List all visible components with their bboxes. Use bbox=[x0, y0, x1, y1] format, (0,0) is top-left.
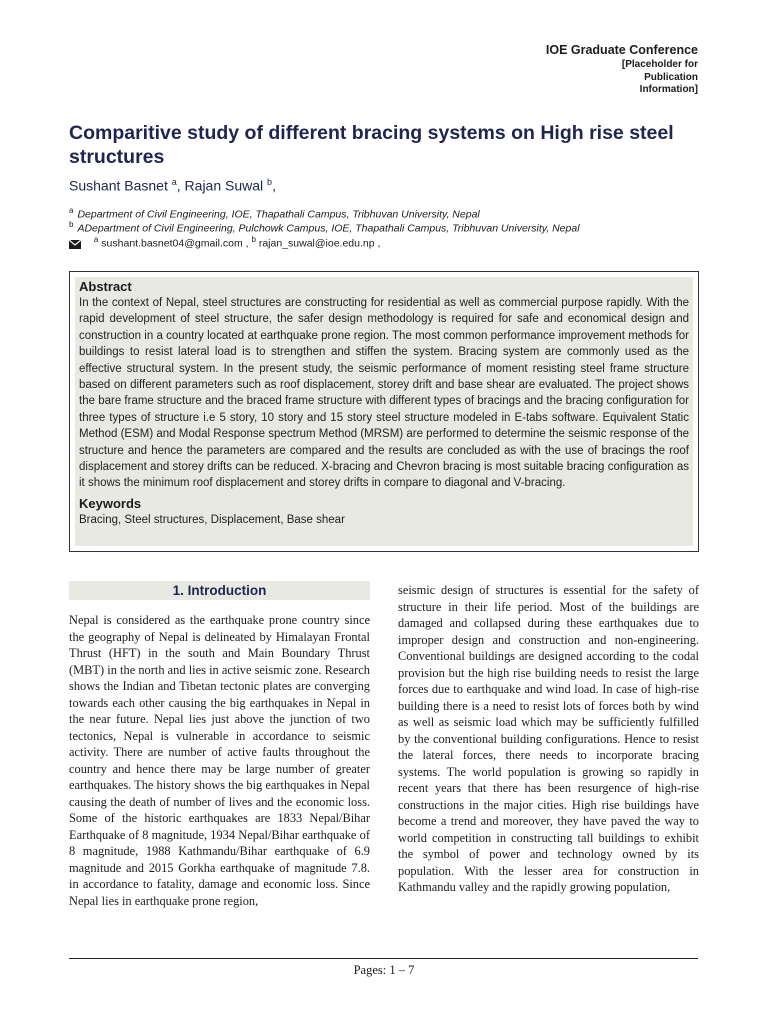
page-range: Pages: 1 – 7 bbox=[353, 963, 415, 977]
body-column-right: seismic design of structures is essential for the safety of structure in their life period. Most of the buildings are damaged and collapsed during these earthquakes due to improper design and construction and non-engineering. Conventional buildings are designed according to the codal provision but the high rise building needs to resist the large forces due to earthquake and wind load. In case of high-rise building there is a need to resist lots of forces both by wind as well as seismic load which may be sufficiently fulfilled by the conventional building configurations. Hence to resist the lateral forces, there needs to incorporate bracing systems. The world population is growing so rapidly in recent years that there has been resurgence of high-rise constructions in the major cities. High rise buildings have become a trend and moreover, they have paved the way to world competition in constructing tall buildings to exhibit the symbol of power and technology owned by its population. With the lesser area for construction in Kathmandu valley and the rapidly growing population, bbox=[398, 583, 699, 894]
affiliation-mark: a bbox=[69, 206, 74, 215]
body-column-left: Nepal is considered as the earthquake prone country since the geography of Nepal is delineated by Himalayan Frontal Thrust (HFT) in the south and Main Boundary Thrust (MBT) in the north and lies in active seismic zone. Research shows the Indian and Tibetan tectonic plates are converging towards each other causing the big earthquakes in Nepal in the near future. Nepal lies just above the junction of two tectonics, Nepal is vulnerable in accordance to seismic activity. There are number of active faults throughout the country and hence there may be large number of greater earthquakes. The history shows the big earthquakes in Nepal causing the death of number of lives and the economic loss. Some of the historic earthquakes are 1833 Nepal/Bihar Earthquake of 8 magnitude, 1934 Nepal/Bihar earthquake of 8 magnitude, 1988 Kathmandu/Bihar earthquake of 6.9 magnitude and 2015 Gorkha earthquake of magnitude 7.8. in accordance to fatality, damage and economic loss. Since Nepal lies in earthquake prone region, bbox=[69, 613, 370, 908]
email-address[interactable]: rajan_suwal@ioe.edu.np bbox=[258, 237, 375, 250]
email-mark: b bbox=[251, 235, 256, 244]
abstract-text: In the context of Nepal, steel structures are constructing for residential as well as commercial purpose rapidly. With the rapid development of steel structure, the safer design methodology is required for safe and economical design and construction in a country located at earthquake prone region. The most common performance improvement methods for buildings to resist lateral load is to strengthen and stiffen the system. Bracing system are commonly used as the effective structural system. In the present study, the seismic performance of moment resisting steel frame structure based on different parameters such as roof displacement, storey drift and base shear are evaluated. The project shows the bare frame structure and the braced frame structure with different types of bracings and the bracing configuration for three types of structure i.e 5 story, 10 story and 15 story steel structure modeled in E-tabs software. Equivalent Static Method (ESM) and Modal Response spectrum Method (MRSM) are performed to determine the seismic response of the structure and hence the parameters are compared and the results are concluded as with the use of bracings the roof displacement and storey drifts can be reduced. X-bracing and Chevron bracing is most suitable bracing configuration as it shows the minimum roof displacement and storey drifts in compare to diagonal and V-bracing. bbox=[79, 297, 689, 490]
section-heading-introduction: 1. Introduction bbox=[69, 581, 370, 600]
envelope-icon bbox=[69, 240, 81, 249]
author-mark: b bbox=[267, 177, 273, 187]
paper-title: Comparitive study of different bracing systems on High rise steel structures bbox=[69, 122, 674, 168]
affiliation-text: ADepartment of Civil Engineering, Pulchowk Campus, IOE, Thapathali Campus, Tribhuvan University, Nepal bbox=[77, 222, 580, 235]
placeholder-line: Information] bbox=[639, 84, 698, 95]
author-mark: a bbox=[171, 177, 177, 187]
author-list: Sushant Basnet $^a$, Rajan Suwal $^b$, bbox=[69, 177, 276, 194]
affiliation-text: Department of Civil Engineering, IOE, Thapathali Campus, Tribhuvan University, Nepal bbox=[77, 208, 480, 221]
abstract-box bbox=[69, 271, 699, 552]
keywords-heading: Keywords bbox=[79, 495, 142, 511]
email-address[interactable]: sushant.basnet04@gmail.com bbox=[101, 237, 243, 250]
keywords-text: Bracing, Steel structures, Displacement, Base shear bbox=[79, 513, 345, 526]
affiliation bbox=[69, 206, 480, 221]
affiliation bbox=[69, 220, 580, 235]
footer-divider bbox=[69, 958, 698, 959]
affiliation-mark: b bbox=[69, 220, 74, 229]
conference-name: IOE Graduate Conference bbox=[545, 43, 698, 57]
author-name: Sushant Basnet bbox=[69, 177, 168, 194]
abstract-panel bbox=[75, 277, 693, 546]
author-name: Rajan Suwal bbox=[184, 177, 264, 194]
placeholder-line: [Placeholder for bbox=[621, 59, 698, 70]
publication-placeholder bbox=[546, 59, 698, 97]
placeholder-line: Publication bbox=[644, 71, 698, 83]
conference-header bbox=[546, 43, 698, 97]
contact-emails: $^a$ sushant.basnet04@gmail.com , $^b$ rajan_suwal@ioe.edu.np , bbox=[69, 235, 380, 250]
email-mark: a bbox=[93, 235, 99, 244]
abstract-heading: Abstract bbox=[79, 279, 132, 294]
